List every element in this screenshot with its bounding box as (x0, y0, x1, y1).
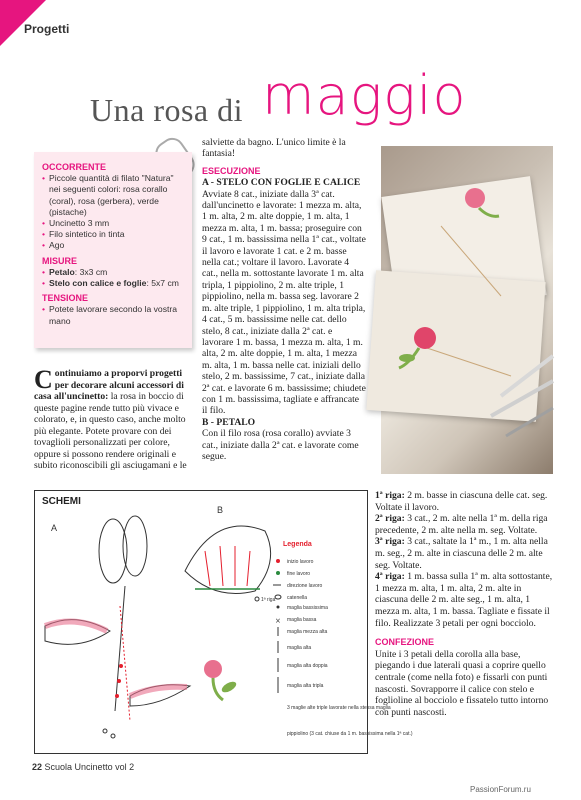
riga-label: 1ª riga (261, 597, 276, 603)
misure-title: MISURE (42, 255, 78, 266)
misure-item (42, 267, 184, 278)
row-instruction (375, 513, 555, 536)
stem-top (479, 208, 499, 216)
confezione-text: Unite i 3 petali della corolla alla base, piegando i due laterali quasi a coprire quello centrale (come nella foto) e fissarli con punti nascosti. Sovrapporre il calice con stelo e foglioline al bocciolo e fissatelo tutto intorno con punti nascosti. (375, 648, 549, 718)
end-symbol-icon (276, 571, 280, 575)
page-footer (32, 762, 134, 772)
title-part2: maggio (262, 64, 467, 127)
photo-overlay (381, 146, 553, 474)
knife (491, 381, 553, 416)
cutlery-handle (506, 408, 553, 436)
row-instruction (375, 571, 555, 629)
title-part1: Una rosa di (90, 92, 244, 128)
page-number: 22 (32, 762, 43, 772)
legend-item: catenella (287, 595, 308, 601)
row-label: 2ª riga: (375, 513, 405, 525)
legend-item: inizio lavoro (287, 559, 314, 565)
petal-rows-column (375, 490, 555, 718)
misure-list (42, 267, 184, 289)
scheme-b-label: B (217, 505, 224, 515)
misure-label: Petalo (49, 266, 75, 277)
slip-stitch-icon (277, 606, 280, 609)
legend-item: maglia bassissima (287, 605, 328, 611)
drop-cap: C (34, 365, 53, 394)
section-b-text: Con il filo rosa (rosa corallo) avviate 3 cat., iniziate dalla 2ª cat. e lavorate come segue. (202, 428, 359, 462)
magazine-name: Scuola Uncinetto vol 2 (44, 762, 135, 772)
intro-text: la rosa in boccio di queste pagine rende tutto più vivace e colorato, e, in questo caso, anche molto più elegante. Potete provare con dei tovaglioli personalizzati per colore, oppure si possono rendere originali e subito riconoscibili gli asciugamani e le (34, 391, 187, 471)
scheme-a-stem (45, 516, 190, 738)
misure-item (42, 278, 184, 289)
section-b-title: B - PETALO (202, 416, 256, 428)
single-crochet-icon: × (275, 617, 281, 625)
materials-note (34, 152, 192, 348)
chain-icon (275, 595, 281, 599)
row-label: 4ª riga: (375, 571, 405, 583)
legend-item: direzione lavoro (287, 583, 323, 589)
legend-item: maglia alta (287, 645, 312, 651)
section-tag: Progetti (24, 22, 70, 36)
misure-value: : 5x7 cm (146, 278, 179, 289)
intro-continuation: salviette da bagno. L'unico limite è la fantasia! (202, 137, 346, 160)
tensione-item: • Potete lavorare secondo la vostra mano (42, 304, 184, 326)
legend-item: maglia alta doppia (287, 663, 328, 669)
leaf (399, 354, 415, 362)
misure-value: : 3x3 cm (74, 266, 108, 277)
occorrente-item: • Filo sintetico in tinta (42, 229, 184, 240)
row-label: 3ª riga: (375, 536, 405, 548)
row-instruction (375, 490, 555, 513)
tensione-list (42, 304, 184, 326)
schemes-title: SCHEMI (42, 496, 81, 507)
scheme-b-petal (185, 526, 276, 603)
row-instruction (375, 536, 555, 571)
start-symbol-icon (276, 559, 280, 563)
legend-item: maglia mezza alta (287, 629, 328, 635)
row-text: 3 cat., saltate la 1ª m., 1 m. alta nella m. seg., 2 m. alte in ciascuna delle 2 m. alte seg. Voltate. (375, 536, 548, 571)
legend-title: Legenda (283, 541, 312, 548)
section-a-text: Avviate 8 cat., iniziate dalla 3ª cat. dall'uncinetto e lavorate: 1 mezza m. alta, 1 m. alta, 2 m. alte doppie, 1 m. alta, 1 mezza m. alta, 1 m. bassa; proseguire con 9 cat., 1 m. bassissima nella 1ª cat., voltate il lavoro e lavorate 1 cat. e 2 m. basse nella cat.; voltare il lavoro. Lavorate 4 cat., nella m. sottostante lavorate 1 m. alta tripla, 1 pippiolino, 2 m. alte triple, 1 pippiolino, nella m. bassa seg. lavorare 2 m. alte triple, 1 pippiolino, 1 m. alta tripla, 4 cat., 5 m. bassissime nelle cat. dello stelo, 8 cat., iniziate dalla 2ª cat. e lavorare 1 m. bassa, 1 mezza m. alta, 1 m. alta, 2 m. alte doppie, 1 m. alta, 1 mezza m. alta, 1 m. bassa nelle cat. iniziali dello stelo, 2 m. bassissime, 7 cat., iniziate dalla 2ª cat. e lavorate 6 m. bassissime; chiudete con 1 m. bassissima, tagliate e affrancate il filo. (202, 188, 366, 417)
esecuzione-title: ESECUZIONE (202, 165, 261, 176)
row-text: 3 cat., 2 m. alte nella 1ª m. della riga precedente, 2 m. alte nella m. seg. Voltate. (375, 513, 548, 536)
rose-bud-bottom (414, 327, 436, 349)
legend-item: pippiolino (3 cat. chiuse da 1 m. bassissima nella 1ª cat.) (287, 731, 413, 737)
small-rose-icon (204, 660, 238, 700)
rose-bud-top (465, 188, 485, 208)
confezione-title: CONFEZIONE (375, 637, 435, 648)
occorrente-title: OCCORRENTE (42, 162, 107, 172)
twine (441, 226, 501, 296)
intro-bold: ontinuiamo a proporvi progetti per decorare alcuni accessori di casa all'uncinetto: (34, 368, 184, 402)
fork (501, 356, 553, 396)
section-a-title: A - STELO CON FOGLIE E CALICE (202, 177, 361, 189)
row-text: 1 m. bassa sulla 1ª m. alta sottostante, 1 mezza m. alta, 1 m. alta, 2 m. alte in ciascuna delle 2 m. alte seg., 1 m. alta, 1 mezza m. alta, 1 m. bassa. Tagliate e fissate il filo. Realizzate 3 petali per ogni bocciolo. (375, 571, 553, 629)
occorrente-item: • Ago (42, 240, 184, 251)
tensione-title: TENSIONE (42, 293, 89, 304)
instructions-column (202, 137, 366, 462)
watermark: PassionForum.ru (470, 785, 531, 794)
twine (421, 346, 511, 376)
scheme-a-label: A (51, 523, 58, 533)
row-label: 1ª riga: (375, 490, 405, 501)
occorrente-item: • Uncinetto 3 mm (42, 218, 184, 229)
product-photo (381, 146, 553, 474)
legend-item: fine lavoro (287, 571, 311, 577)
legend-item: maglia bassa (287, 617, 317, 623)
row-text: 2 m. basse in ciascuna delle cat. seg. Voltate il lavoro. (375, 490, 548, 513)
intro-paragraph (34, 365, 194, 472)
legend-item: 3 maglie alte triple lavorate nella stessa maglia (287, 705, 391, 711)
occorrente-item: • Piccole quantità di filato "Natura" nei seguenti colori: rosa corallo (coral), rosa (gerbera), verde (pistache) (42, 173, 184, 218)
legend-item: maglia alta tripla (287, 683, 324, 689)
misure-label: Stelo con calice e foglie (49, 278, 147, 289)
occorrente-list (42, 173, 184, 251)
